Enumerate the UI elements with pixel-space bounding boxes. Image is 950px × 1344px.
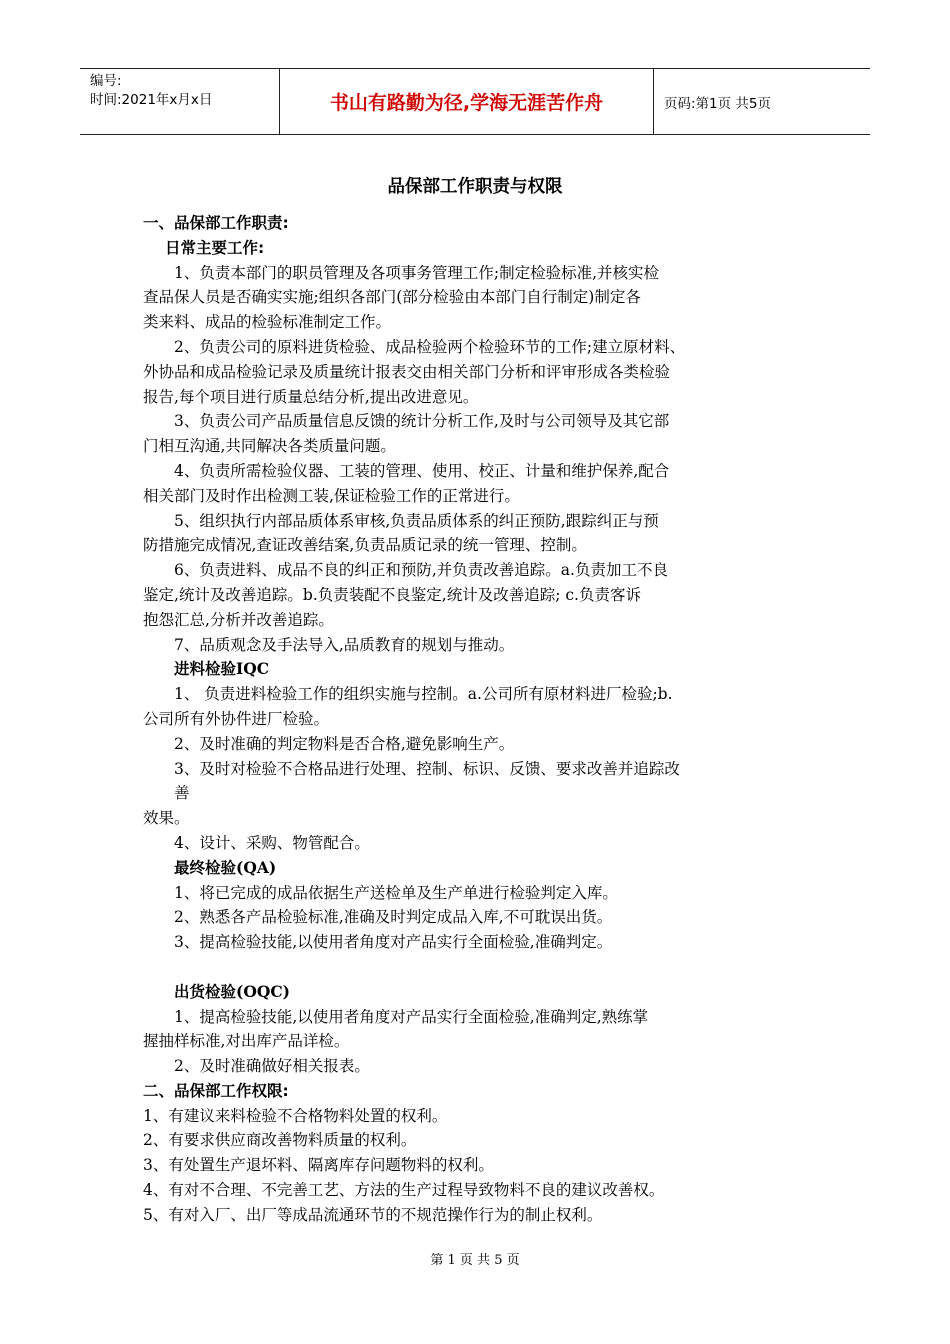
paragraph-line: 握抽样标准,对出库产品详检。 (143, 1032, 350, 1051)
document-title: 品保部工作职责与权限 (387, 177, 563, 197)
paragraph-line: 门相互沟通,共同解决各类质量问题。 (143, 437, 396, 456)
paragraph-line: 3、有处置生产退坏料、隔离库存问题物料的权利。 (143, 1156, 494, 1175)
paragraph-line: 4、负责所需检验仪器、工装的管理、使用、校正、计量和维护保养,配合 (174, 461, 670, 480)
paragraph-line: 防措施完成情况,查证改善结案,负责品质记录的统一管理、控制。 (143, 536, 587, 555)
paragraph-line: 善 (174, 784, 190, 803)
paragraph-line: 4、设计、采购、物管配合。 (174, 833, 370, 852)
subsection-heading: 日常主要工作: (165, 238, 265, 257)
header-meta (80, 69, 280, 134)
paragraph-line: 报告,每个项目进行质量总结分析,提出改进意见。 (143, 387, 479, 406)
blank-line (143, 955, 813, 980)
page-header (80, 68, 870, 135)
paragraph-line: 1、将已完成的成品依据生产送检单及生产单进行检验判定入库。 (174, 883, 618, 902)
section-heading: 二、品保部工作权限: (143, 1081, 289, 1100)
paragraph-line: 外协品和成品检验记录及质量统计报表交由相关部门分析和评审形成各类检验 (143, 362, 671, 381)
paragraph-line: 2、有要求供应商改善物料质量的权利。 (143, 1131, 417, 1150)
time-label: 时间:2021年x月x日 (90, 92, 213, 108)
page-footer: 第 1 页 共 5 页 (430, 1253, 520, 1268)
paragraph-line: 2、及时准确的判定物料是否合格,避免影响生产。 (174, 734, 515, 753)
paragraph-line: 类来料、成品的检验标准制定工作。 (143, 313, 392, 332)
document-body (143, 211, 813, 1228)
header-motto: 书山有路勤为径,学海无涯苦作舟 (280, 69, 654, 134)
paragraph-line: 6、负责进料、成品不良的纠正和预防,并负责改善追踪。a.负责加工不良 (174, 561, 668, 580)
paragraph-line: 4、有对不合理、不完善工艺、方法的生产过程导致物料不良的建议改善权。 (143, 1181, 665, 1200)
paragraph-line: 3、及时对检验不合格品进行处理、控制、标识、反馈、要求改善并追踪改 (174, 759, 680, 778)
paragraph-line: 2、及时准确做好相关报表。 (174, 1057, 370, 1076)
paragraph-line: 1、 负责进料检验工作的组织实施与控制。a.公司所有原材料进厂检验;b. (174, 685, 673, 704)
paragraph-line: 3、提高检验技能,以使用者角度对产品实行全面检验,准确判定。 (174, 933, 613, 952)
paragraph-line: 5、有对入厂、出厂等成品流通环节的不规范操作行为的制止权利。 (143, 1205, 603, 1224)
paragraph-line: 1、有建议来料检验不合格物料处置的权利。 (143, 1106, 448, 1125)
number-label: 编号: (90, 73, 122, 89)
subsection-heading-qa: 最终检验(QA) (174, 857, 277, 877)
section-heading: 一、品保部工作职责: (143, 214, 289, 232)
paragraph-line: 1、负责本部门的职员管理及各项事务管理工作;制定检验标准,并核实检 (174, 263, 660, 282)
paragraph-line: 3、负责公司产品质量信息反馈的统计分析工作,及时与公司领导及其它部 (174, 412, 670, 431)
paragraph-line: 公司所有外协件进厂检验。 (143, 709, 330, 728)
subsection-heading-oqc: 出货检验(OQC) (174, 981, 291, 1001)
paragraph-line: 查品保人员是否确实实施;组织各部门(部分检验由本部门自行制定)制定各 (143, 288, 641, 307)
paragraph-line: 2、熟悉各产品检验标准,准确及时判定成品入库,不可耽误出货。 (174, 908, 613, 927)
paragraph-line: 效果。 (143, 809, 190, 828)
paragraph-line: 2、负责公司的原料进货检验、成品检验两个检验环节的工作;建立原材料、 (174, 337, 686, 356)
subsection-heading-iqc: 进料检验IQC (174, 659, 270, 679)
header-page-label: 页码:第1页 共5页 (664, 95, 772, 112)
paragraph-line: 抱怨汇总,分析并改善追踪。 (143, 610, 334, 629)
paragraph-line: 鉴定,统计及改善追踪。b.负责装配不良鉴定,统计及改善追踪; c.负责客诉 (143, 585, 641, 604)
paragraph-line: 5、组织执行内部品质体系审核,负责品质体系的纠正预防,跟踪纠正与预 (174, 511, 659, 530)
paragraph-line: 7、品质观念及手法导入,品质教育的规划与推动。 (174, 635, 515, 654)
paragraph-line: 相关部门及时作出检测工装,保证检验工作的正常进行。 (143, 486, 520, 505)
paragraph-line: 1、提高检验技能,以使用者角度对产品实行全面检验,准确判定,熟练掌 (174, 1007, 649, 1026)
